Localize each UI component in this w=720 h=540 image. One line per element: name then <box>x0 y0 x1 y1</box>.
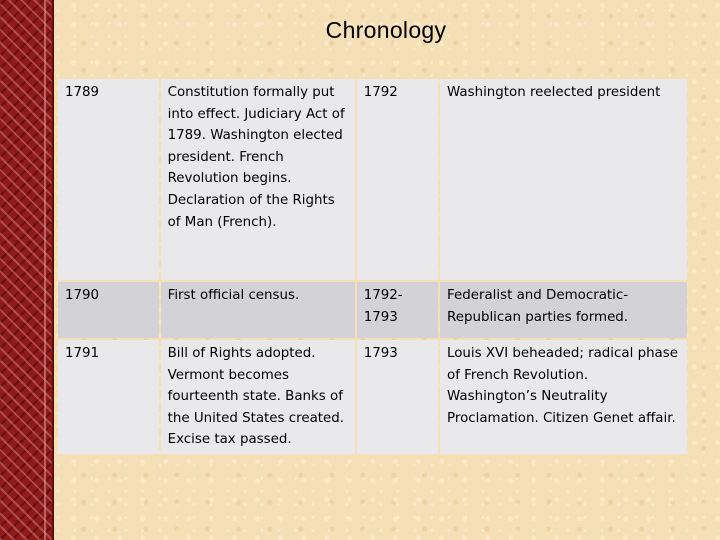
year-cell: 1792 <box>357 79 438 280</box>
events-cell: Federalist and Democratic-Republican parties formed. <box>440 282 687 338</box>
year-cell: 1789 <box>58 79 159 280</box>
chronology-table <box>56 77 689 456</box>
page-title: Chronology <box>325 17 447 43</box>
table-row <box>58 282 687 338</box>
table-row <box>58 340 687 454</box>
decorative-border <box>0 0 54 540</box>
events-cell: Bill of Rights adopted. Vermont becomes fourteenth state. Banks of the United States created. Excise tax passed. <box>161 340 355 454</box>
year-cell: 1792-1793 <box>357 282 438 338</box>
table-row <box>58 79 687 280</box>
events-cell: First official census. <box>161 282 355 338</box>
year-cell: 1790 <box>58 282 159 338</box>
year-cell: 1793 <box>357 340 438 454</box>
year-cell: 1791 <box>58 340 159 454</box>
events-cell: Louis XVI beheaded; radical phase of French Revolution. Washington’s Neutrality Proclamation. Citizen Genet affair. <box>440 340 687 454</box>
events-cell: Washington reelected president <box>440 79 687 280</box>
events-cell: Constitution formally put into effect. Judiciary Act of 1789. Washington elected president. French Revolution begins. Declaration of the Rights of Man (French). <box>161 79 355 280</box>
